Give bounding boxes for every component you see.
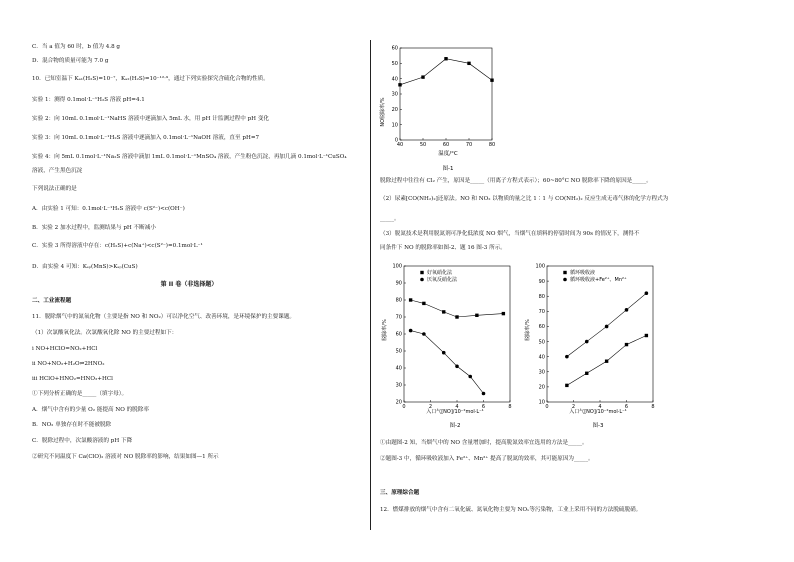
experiment-4: 实验 4：向 5mL 0.1mol·L⁻¹Na₂S 溶液中滴加 1mL 0.1mol·L⁻¹MnSO₄ 溶液，产生粉色沉淀，再加几滴 0.1mol·L⁻¹CuSO₄ [32,154,347,160]
fig1-series-0-point [398,83,401,86]
fig3-series-1-point [565,355,569,359]
fig2-series-0-point [475,314,478,317]
fig2-ytick-label: 80 [395,297,402,304]
fig1-ytick-label: 60 [391,45,398,52]
fig3-series-0-point [585,372,588,375]
fig1-ytick-label: 50 [391,61,398,68]
experiment-2: 实验 2：向 10mL 0.1mol·L⁻¹NaHS 溶液中逐滴加入 5mL 水，用 pH 计监测过程中 pH 变化 [32,116,270,122]
question-prompt: 下列说法正确的是 [32,186,77,192]
q11-part2-blank: _____。 [380,216,400,222]
fig2-series-1-point [442,351,446,355]
section-3-heading: 三、原理综合题 [380,490,420,496]
fig3-ytick-label: 80 [538,293,545,300]
fig3-xtick-label: 8 [651,404,655,410]
q11-sub1: ①下列分析正确的是_____（填字母）。 [32,391,128,397]
fig2-xtick-label: 2 [428,404,433,410]
fig3-xtick-label: 0 [545,404,549,410]
question-12-stem: 12．燃煤排放的烟气中含有二氧化硫、氮氧化物主要为 NOₓ等污染物，工业上采用不同的方法脱硫脱硝。 [380,507,642,513]
fig3-ytick-label: 30 [538,369,545,376]
part-title: 第 II 卷（非选择题） [160,281,218,288]
fig2-series-0-point [442,310,445,313]
fig2-xtick-label: 6 [481,404,486,410]
fig1-xtick-label: 70 [465,142,473,148]
fig1-ylabel: NO脱除率/% [380,97,386,127]
fig2-series-1-point [468,375,472,379]
fig2-series-0-point [409,298,412,301]
reaction-ii: ii NO+NO₂+H₂O⇌2HNO₂ [32,361,105,367]
fig3-legend-marker [563,271,566,274]
fig2-ytick-label: 30 [395,382,402,389]
experiment-1: 实验 1：测得 0.1mol·L⁻¹H₂S 溶液 pH=4.1 [32,97,145,103]
fig3-legend-marker [563,278,567,282]
fig3-xtick-label: 2 [571,404,576,410]
fig3-ytick-label: 20 [538,384,545,391]
fig3-ytick-label: 90 [538,278,545,285]
fig1-caption: 图-1 [442,166,454,172]
fig2-ytick-label: 90 [395,280,402,287]
fig3-series-1-point [585,340,589,344]
fig3-ylabel: 脱除率/% [525,319,531,341]
fig2-xlabel: 入口气[NO]/10⁻²mol·L⁻¹ [426,409,484,415]
fig2-ytick-label: 20 [395,399,402,406]
fig1-series-0-point [467,62,470,65]
fig2-series-0-point [455,315,458,318]
fig2-xtick-label: 4 [455,404,459,410]
fig3-series-0-point [605,360,608,363]
fig2-series-1-point [422,332,426,336]
fig1-frame [400,48,492,140]
fig1-series-0-line [400,59,492,85]
fig3-series-0-point [565,384,568,387]
fig2-xtick-label: 8 [508,404,512,410]
fig1-series-0-point [421,75,424,78]
figure-1 [378,40,508,175]
q11-blank-cl2: 脱除过程中往往有 Cl₂ 产生，原因是_____（用离子方程式表示）；60~80°C NO 脱除率下降的原因是_____。 [380,178,652,184]
fig2-legend-marker [420,271,423,274]
fig2-series-1-point [455,365,459,369]
fig1-ytick-label: 40 [391,76,398,83]
experiment-3: 实验 3：向 10mL 0.1mol·L⁻¹H₂S 溶液中逐滴加入 0.1mol·L⁻¹NaOH 溶液，直至 pH=7 [32,135,260,141]
fig3-frame [547,266,653,402]
fig3-caption: 图-3 [592,423,604,429]
q11-sub2: ②研究不同温度下 Ca(ClO)₂ 溶液对 NO 脱除率的影响，结果如图—1 所示 [32,454,219,460]
option-c2: C．实验 3 所得溶液中存在：c(H₂S)+c(Na⁺)<c(S²⁻)=0.1mol·L⁻¹ [32,243,203,249]
fig1-ytick-label: 30 [391,91,398,98]
fig3-xtick-label: 4 [598,404,602,410]
fig3-xtick-label: 6 [624,404,629,410]
fig1-series-0-point [490,79,493,82]
fig2-legend-label: 厌氧反硝化法 [427,277,458,283]
fig3-xlabel: 入口气[NO]/10⁻²mol·L⁻¹ [569,409,627,415]
fig1-xtick-label: 50 [419,142,427,148]
fig2-ylabel: 脱除率/% [382,319,388,341]
fig2-series-0-point [502,312,505,315]
fig3-series-0-point [645,334,648,337]
fig3-ytick-label: 40 [538,354,545,361]
fig2-caption: 图-2 [449,423,461,429]
option-c: C．当 a 值为 60 时，b 值为 4.8 g [32,44,120,50]
experiment-4-cont: 溶液，产生黑色沉淀 [32,168,83,174]
fig1-ytick-label: 20 [391,107,398,114]
fig2-frame [404,266,510,402]
fig3-ytick-label: 70 [538,309,545,316]
q11-sub3-1: ①由题图-2 知，当烟气中的 NO 含量增加时，提高脱氮效率宜选用的方法是_____。 [380,440,588,446]
fig1-xtick-label: 80 [488,142,496,148]
fig2-ytick-label: 100 [392,263,402,270]
fig3-ytick-label: 50 [538,339,545,346]
fig1-ytick-label: 0 [394,137,398,144]
option-d: D．混合物的质量可能为 7.0 g [32,58,109,64]
fig1-ytick-label: 10 [391,122,398,129]
reaction-iii: iii HClO+HNO₂=HNO₃+HCl [32,376,113,382]
question-11-stem: 11．脱除烟气中的氮氧化物（主要是指 NO 和 NO₂）可以净化空气、改善环境，是环境保护的主要课题。 [32,314,296,320]
figure-3 [523,260,663,430]
option-d2: D．由实验 4 可知：Kₛₚ(MnS)>Kₛₚ(CuS) [32,264,138,270]
fig2-legend-marker [420,278,424,282]
fig3-series-0-point [625,343,628,346]
section-2-heading: 二、工业流程题 [32,298,72,304]
fig3-ytick-label: 60 [538,324,545,331]
q11-part1: （1）次氯酸氧化法。次氯酸氧化除 NO 的主要过程如下： [32,330,178,336]
fig3-series-1-point [625,308,629,312]
fig2-ytick-label: 50 [395,348,402,355]
fig3-ytick-label: 100 [535,263,545,270]
fig1-xlabel: 温度/°C [438,151,458,157]
question-10-stem: 10．已知室温下 Kₐ₁(H₂S)=10⁻⁷，Kₐ₂(H₂S)=10⁻¹²·⁹，通过下列实验探究含硫化合物的性质。 [32,76,269,82]
fig2-ytick-label: 60 [395,331,402,338]
fig1-xtick-label: 60 [442,142,450,148]
q11-part2: （2）尿素[CO(NH₂)₂]还原法。NO 和 NO₂ 以物质的量之比 1∶1 与 CO(NH₂)₂ 反应生成无毒气体的化学方程式为 [380,196,669,202]
fig2-xtick-label: 0 [402,404,406,410]
fig2-series-1-point [409,329,413,333]
fig3-series-1-point [605,325,609,329]
fig3-series-1-point [645,291,649,295]
fig2-series-1-line [411,331,484,394]
reaction-i: i NO+HClO=NO₂+HCl [32,346,98,352]
fig1-series-0-point [444,57,447,60]
fig3-ytick-label: 10 [538,399,545,406]
q11-option-a: A．烟气中含有的少量 O₂ 能提高 NO 的脱除率 [32,407,149,413]
column-divider [370,40,371,530]
fig2-ytick-label: 40 [395,365,402,372]
fig2-ytick-label: 70 [395,314,402,321]
q11-sub3-2: ②题图-3 中，循环吸收液加入 Fe²⁺、Mn²⁺ 提高了脱氮的效率，其可能原因为_____。 [380,456,594,462]
q11-option-b: B．NO₂ 单独存在时不能被脱除 [32,422,112,428]
option-a: A．由实验 1 可知：0.1mol·L⁻¹H₂S 溶液中 c(S²⁻)<c(OH⁻) [32,206,185,212]
q11-part3: （3）脱氮技术是利用脱氮剂可净化低浓度 NO 烟气，当烟气在填料的停留时间为 90s 的情况下，测得不 [380,231,640,237]
fig3-legend-label: 循环吸收液 [570,270,596,276]
option-b: B．实验 2 加水过程中，监测结果与 pH 不断减小 [32,225,156,231]
fig2-series-1-point [482,392,486,396]
fig1-xtick-label: 40 [396,142,404,148]
q11-option-c: C．脱除过程中，次氯酸溶液的 pH 下降 [32,438,133,444]
fig2-series-0-point [422,302,425,305]
figure-2 [380,260,520,430]
fig3-legend-label: 循环吸收液+Fe²⁺、Mn²⁺ [570,277,627,283]
fig2-legend-label: 好氧硝化法 [427,270,453,276]
q11-part3-cont: 同条件下 NO 的脱除率如图-2、题 16 图-3 所示。 [380,245,506,251]
